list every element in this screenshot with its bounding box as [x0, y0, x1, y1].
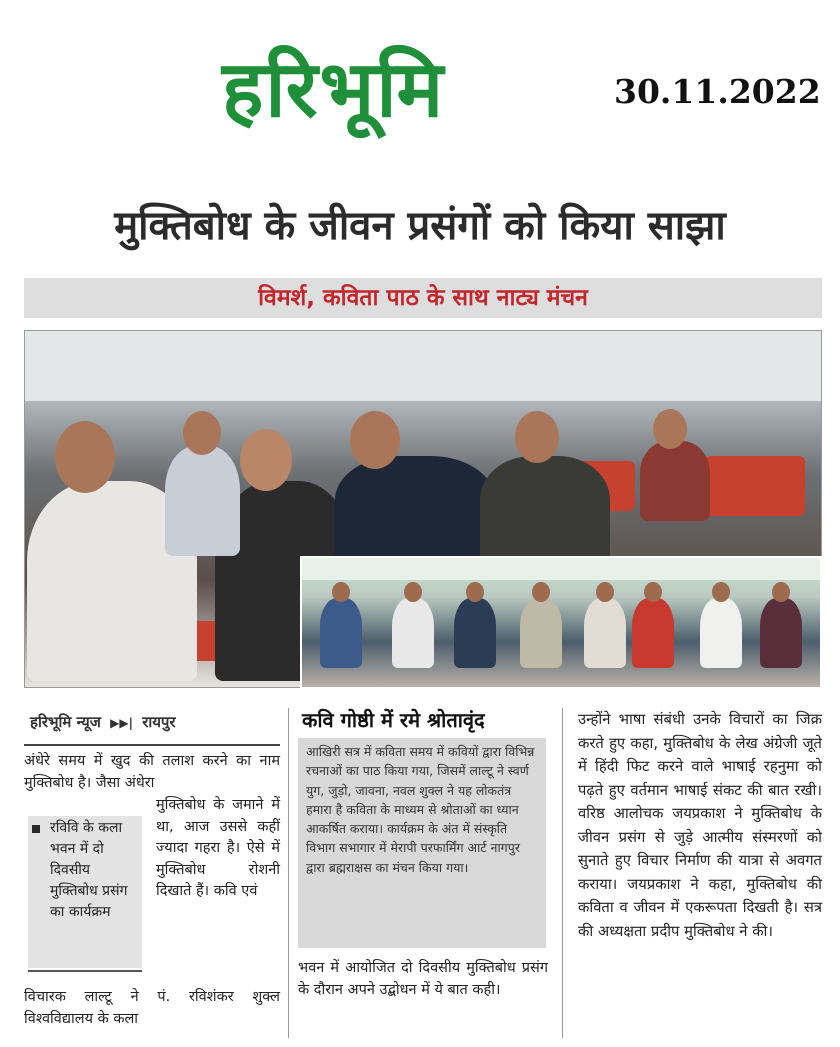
panelist-head: [332, 582, 350, 602]
person-head: [350, 411, 400, 469]
panelist-head: [404, 582, 422, 602]
panelist-head: [644, 582, 662, 602]
masthead-logo: हरिभूमि: [222, 45, 446, 135]
person-shape: [480, 456, 610, 566]
sidebar-box: [28, 816, 142, 968]
subheadline-bar: [24, 278, 822, 318]
panelist-shape: [454, 598, 496, 668]
person-shape: [335, 456, 495, 566]
panelist-shape: [320, 598, 362, 668]
column-divider: [288, 708, 289, 1038]
byline-rule: [24, 744, 280, 746]
column1-closing: विचारक लाल्टू ने पं. रविशंकर शुक्ल विश्वविद्यालय के कला: [24, 989, 280, 1027]
person-head: [653, 409, 687, 449]
panelist-shape: [520, 598, 562, 668]
panelist-head: [712, 582, 730, 602]
column1-intro: अंधेरे समय में खुद की तलाश करने का नाम मुक्तिबोध है। जैसा अंधेरा: [24, 753, 280, 791]
panelist-shape: [760, 598, 802, 668]
highlight-box: [298, 738, 546, 948]
person-shape: [640, 441, 710, 521]
column-divider: [562, 708, 563, 1038]
panelist-head: [532, 582, 550, 602]
publication-date: 30.11.2022: [614, 72, 821, 111]
box-heading: कवि गोष्ठी में रमे श्रोतावृंद: [302, 708, 485, 732]
panelist-head: [596, 582, 614, 602]
sidebar-rule: [28, 970, 142, 972]
person-head: [515, 411, 559, 463]
panel-photo: [300, 556, 822, 689]
column3-text: उन्होंने भाषा संबंधी उनके विचारों का जिक्र करते हुए कहा, मुक्तिबोध के लेख अंग्रेजी जूते में हिंदी फिट करने वाले भाषाई रहनुमा को पढ़ते हुए वर्तमान भाषाई संकट की बात रखी। वरिष्ठ आलोचक जयप्रकाश ने मुक्तिबोध के जीवन प्रसंग से जुड़े आत्मीय संस्मरणों को सुनाते हुए विचार निर्माण की यात्रा से अवगत कराया। जयप्रकाश ने कहा, मुक्तिबोध की कविता व जीवन में एकरूपता दिखती है। सत्र की अध्यक्षता प्रदीप मुक्तिबोध ने की।: [578, 711, 822, 940]
highlight-box-text: आखिरी सत्र में कविता समय में कवियों द्वारा विभिन्न रचनाओं का पाठ किया गया, जिसमें लाल्टू ने स्वर्ण युग, जुड़ो, जावना, नवल शुक्ल ने यह लोकतंत्र हमारा है कविता के माध्यम से श्रोताओं का ध्यान आकर्षित कराया। कार्यक्रम के अंत में संस्कृति विभाग सभागार में मेरापी परफार्मिंग आर्ट नागपुर द्वारा ब्रह्मराक्षस का मंचन किया गया।: [306, 744, 535, 875]
byline-arrow-icon: ▶▶|: [110, 716, 133, 730]
byline-city: रायपुर: [142, 713, 176, 731]
square-bullet-icon: [32, 825, 40, 833]
chair-shape: [705, 456, 805, 516]
panelist-shape: [392, 598, 434, 668]
byline-source: हरिभूमि न्यूज: [30, 713, 101, 731]
column2-text: भवन में आयोजित दो दिवसीय मुक्तिबोध प्रसंग के दौरान अपने उद्बोधन में ये बात कही।: [298, 960, 548, 998]
byline: [30, 712, 280, 732]
person-shape: [165, 446, 240, 556]
panelist-shape: [700, 598, 742, 668]
person-head: [240, 429, 292, 491]
photo-banner: [302, 558, 820, 580]
panelist-head: [466, 582, 484, 602]
person-head: [55, 421, 115, 493]
sidebar-text: रविवि के कला भवन में दो दिवसीय मुक्तिबोध प्रसंग का कार्यक्रम: [50, 820, 128, 920]
photo-wall: [25, 331, 821, 401]
panelist-shape: [584, 598, 626, 668]
headline: मुक्तिबोध के जीवन प्रसंगों को किया साझा: [114, 203, 726, 249]
subheadline: विमर्श, कविता पाठ के साथ नाट्य मंचन: [258, 285, 588, 311]
person-head: [183, 411, 221, 455]
panelist-head: [772, 582, 790, 602]
column1-narrow: मुक्तिबोध के जमाने में था, आज उससे कहीं ज्यादा गहरा है। ऐसे में मुक्तिबोध रोशनी दिखाते हैं। कवि एवं: [156, 797, 280, 899]
panelist-shape: [632, 598, 674, 668]
